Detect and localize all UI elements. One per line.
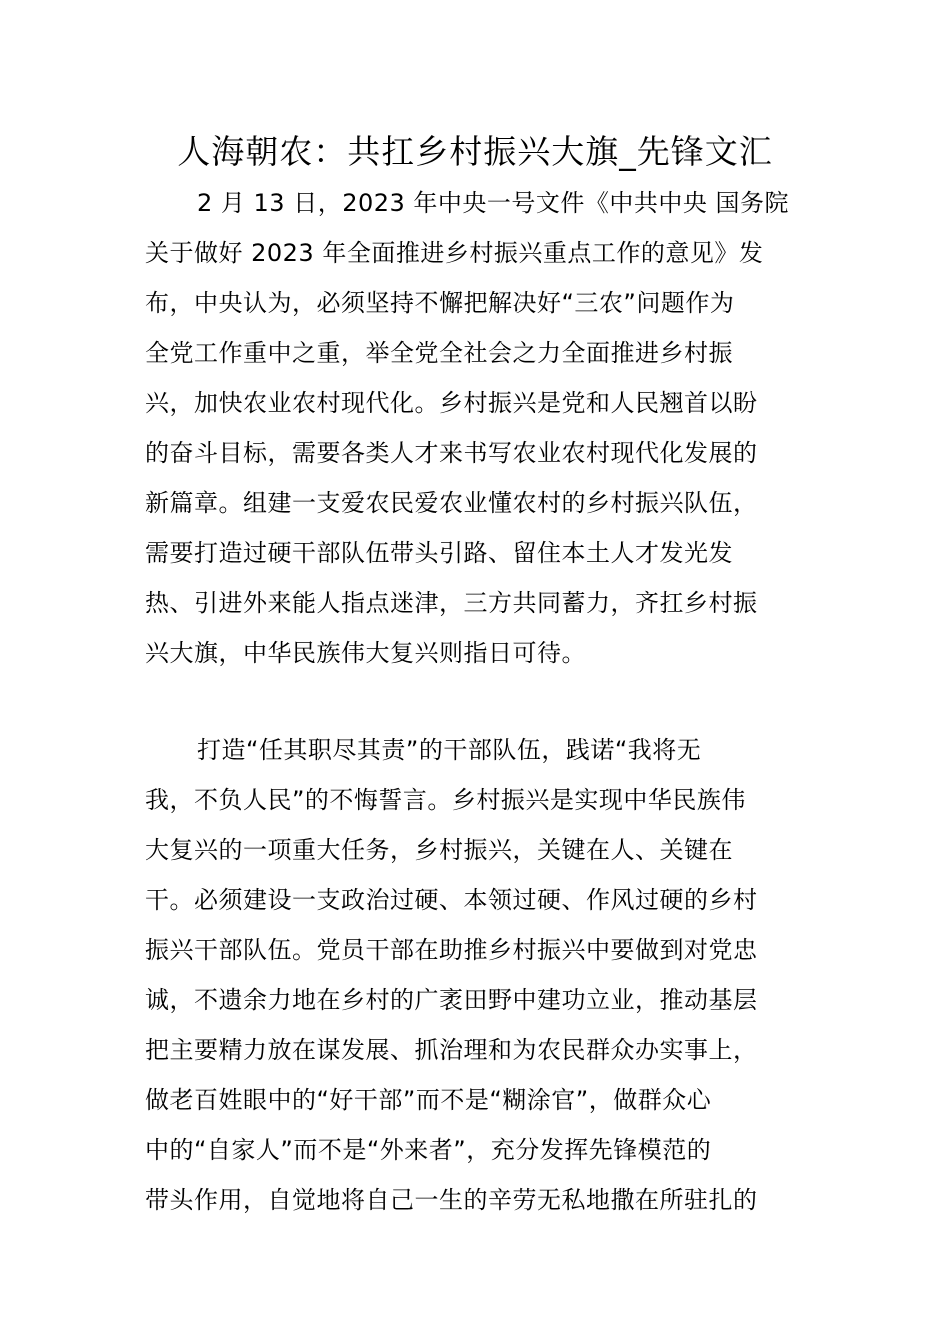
text-line: 的奋斗目标，需要各类人才来书写农业农村现代化发展的 — [145, 439, 758, 467]
text-line: 干。必须建设一支政治过硬、本领过硬、作风过硬的乡村 — [145, 886, 758, 914]
text-line: 兴大旗，中华民族伟大复兴则指日可待。 — [145, 639, 586, 667]
text-line: 需要打造过硬干部队伍带头引路、留住本土人才发光发 — [145, 539, 733, 567]
text-line: 打造“任其职尽其责”的干部队伍，践诺“我将无 — [197, 736, 702, 764]
text-line: 做老百姓眼中的“好干部”而不是“糊涂官”，做群众心 — [145, 1086, 712, 1114]
text-line: 振兴干部队伍。党员干部在助推乡村振兴中要做到对党忠 — [145, 936, 758, 964]
text-line: 布，中央认为，必须坚持不懈把解决好“三农”问题作为 — [145, 289, 735, 317]
text-line: 大复兴的一项重大任务，乡村振兴，关键在人、关键在 — [145, 836, 733, 864]
text-line: 把主要精力放在谋发展、抓治理和为农民群众办实事上， — [145, 1036, 758, 1064]
text-line: 带头作用，自觉地将自己一生的辛劳无私地撒在所驻扎的 — [145, 1186, 758, 1214]
text-line: 我，不负人民”的不悔誓言。乡村振兴是实现中华民族伟 — [145, 786, 746, 814]
text-line: 全党工作重中之重，举全党全社会之力全面推进乡村振 — [145, 339, 733, 367]
text-line: 诚，不遗余力地在乡村的广袤田野中建功立业，推动基层 — [145, 986, 758, 1014]
text-line: 热、引进外来能人指点迷津，三方共同蓄力，齐扛乡村振 — [145, 589, 758, 617]
text-line: 中的“自家人”而不是“外来者”，充分发挥先锋模范的 — [145, 1136, 712, 1164]
text-line: 关于做好 2023 年全面推进乡村振兴重点工作的意见》发 — [145, 239, 764, 267]
text-line: 2 月 13 日，2023 年中央一号文件《中共中央 国务院 — [197, 189, 790, 217]
text-line: 新篇章。组建一支爱农民爱农业懂农村的乡村振兴队伍， — [145, 489, 758, 517]
document-title: 人海朝农：共扛乡村振兴大旗_先锋文汇 — [177, 132, 773, 171]
paragraph-1 — [145, 178, 810, 678]
text-line: 兴，加快农业农村现代化。乡村振兴是党和人民翘首以盼 — [145, 389, 758, 417]
paragraph-2 — [145, 725, 810, 1225]
